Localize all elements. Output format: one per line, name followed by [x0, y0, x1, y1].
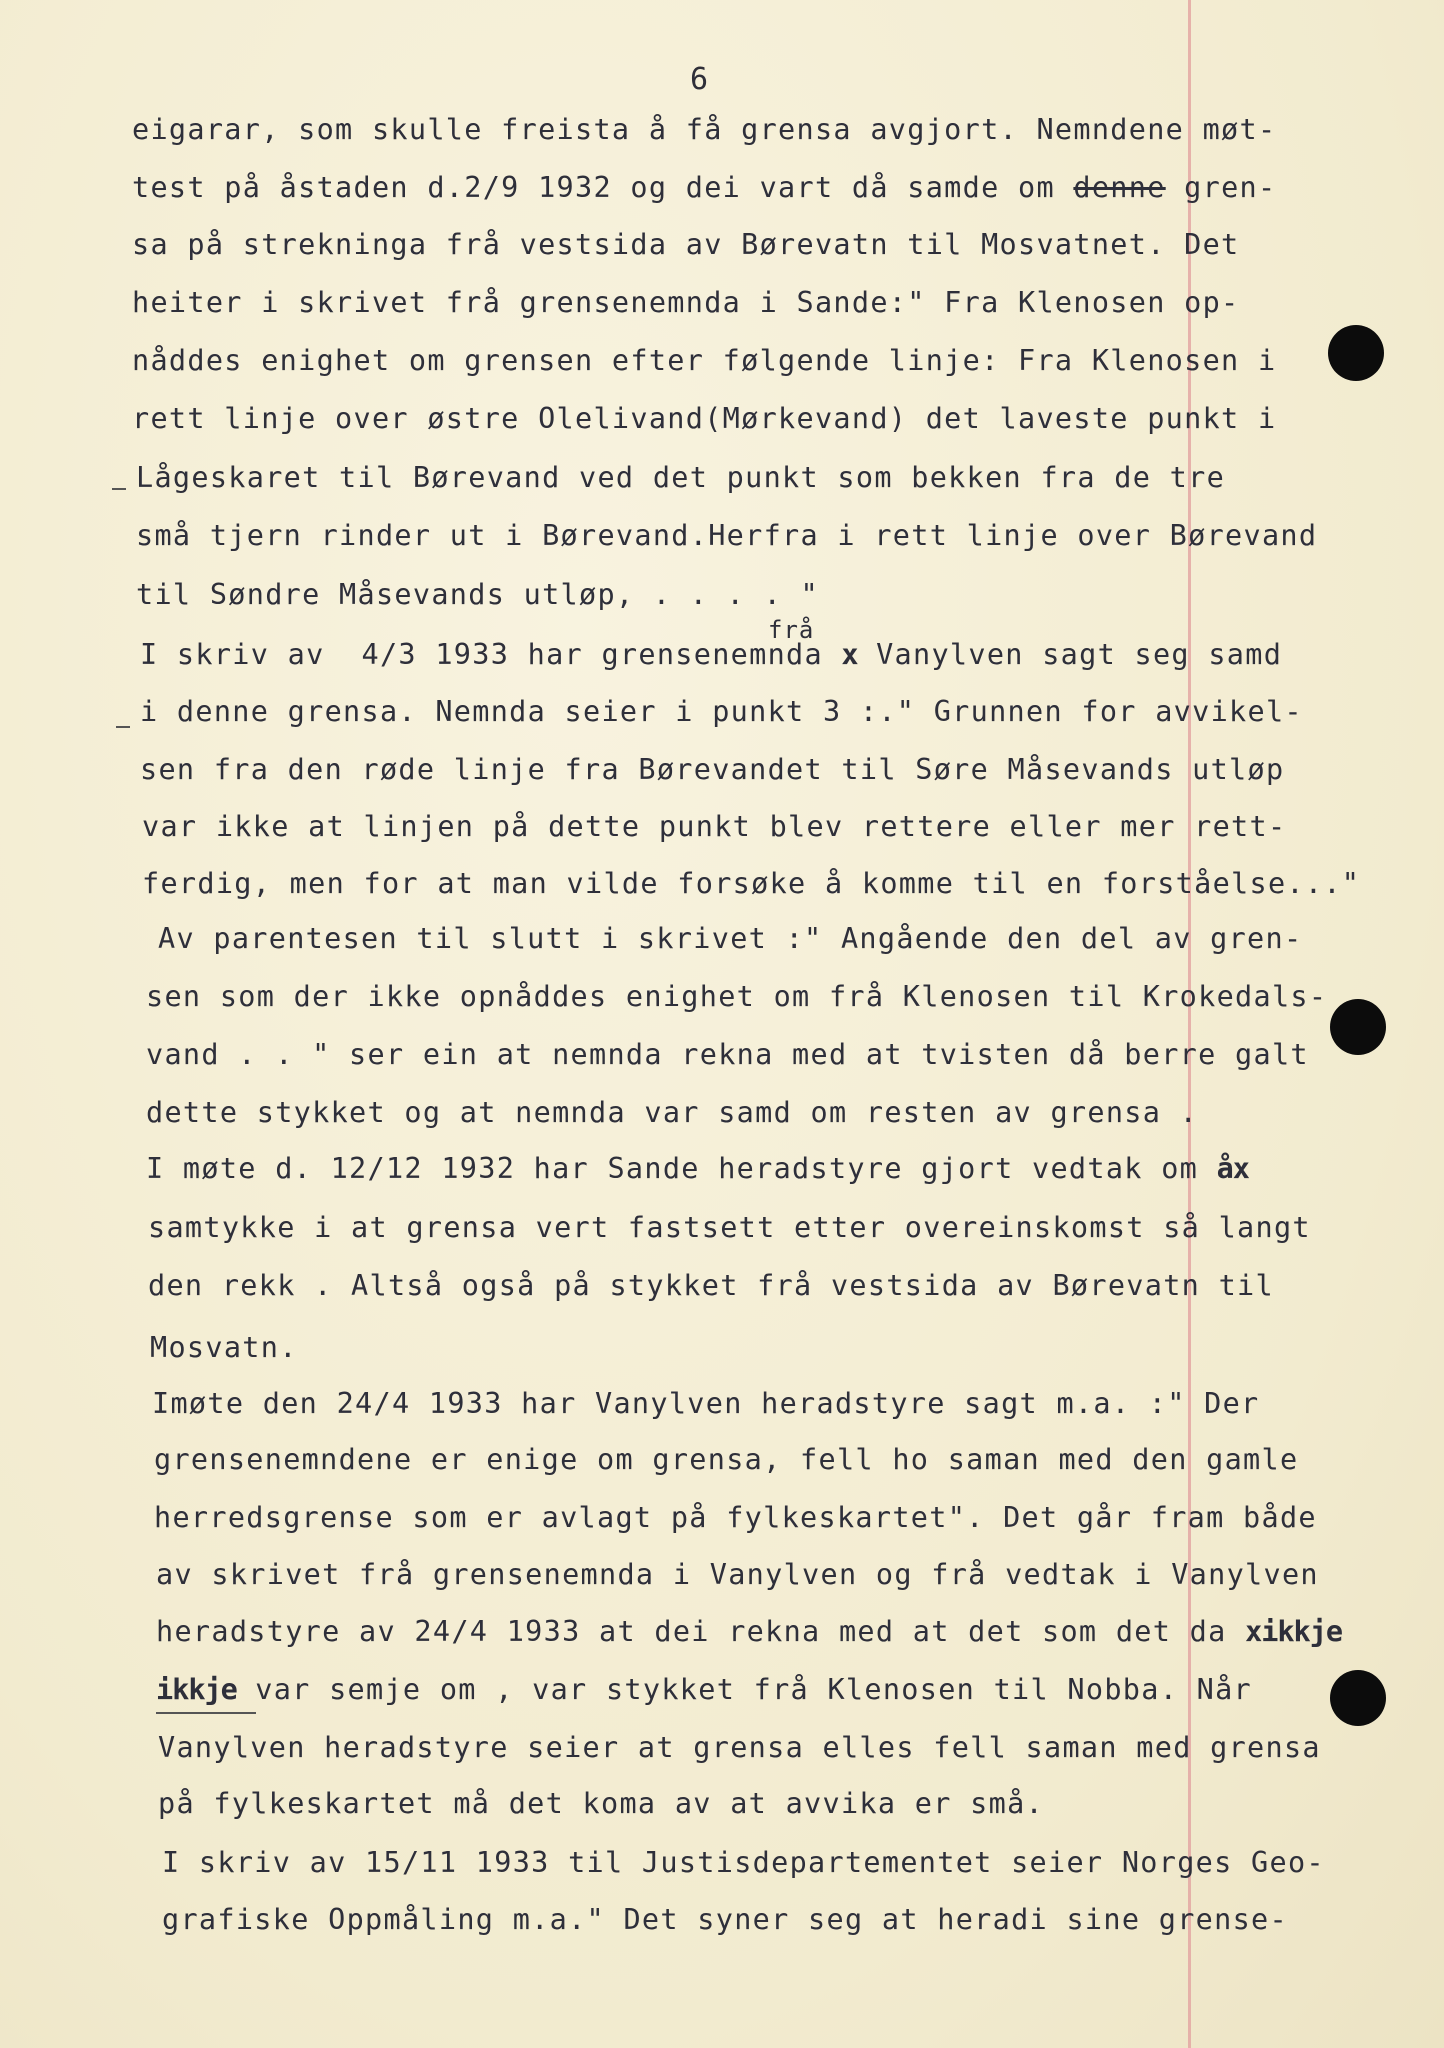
text-line: grafiske Oppmåling m.a." Det syner seg at heradi sine grense-	[162, 1903, 1288, 1936]
text-segment: test på åstaden d.2/9 1932 og dei vart då samde om	[132, 171, 1074, 204]
text-line: grensenemndene er enige om grensa, fell ho saman med den gamle	[154, 1443, 1299, 1476]
text-line: vand . . " ser ein at nemnda rekna med at tvisten då berre galt	[146, 1038, 1309, 1071]
text-line: dette stykket og at nemnda var samd om resten av grensa .	[146, 1096, 1199, 1129]
text-line: herredsgrense som er avlagt på fylkeskartet". Det går fram både	[154, 1501, 1317, 1534]
punch-hole	[1328, 325, 1384, 381]
text-segment: heradstyre av 24/4 1933 at dei rekna med at det som det da	[156, 1615, 1246, 1648]
text-line: sen som der ikke opnåddes enighet om frå Klenosen til Krokedals-	[146, 980, 1328, 1013]
text-line: Mosvatn.	[150, 1331, 298, 1364]
text-line: til Søndre Måsevands utløp, . . . . "	[136, 578, 819, 611]
text-line: heiter i skrivet frå grensenemnda i Sande:" Fra Klenosen op-	[132, 286, 1240, 319]
overstruck-word: åx	[1216, 1152, 1249, 1185]
text-line	[156, 1614, 1342, 1650]
text-line: eigarar, som skulle freista å få grensa avgjort. Nemndene møt-	[132, 113, 1277, 146]
text-segment: gren-	[1165, 171, 1277, 204]
text-line: Imøte den 24/4 1933 har Vanylven heradstyre sagt m.a. :" Der	[152, 1387, 1260, 1420]
text-line: var ikke at linjen på dette punkt blev rettere eller mer rett-	[142, 810, 1287, 843]
text-line	[140, 637, 1282, 673]
struck-word: denne	[1073, 171, 1166, 204]
text-line: I skriv av 15/11 1933 til Justisdepartementet seier Norges Geo-	[162, 1846, 1325, 1879]
text-line	[156, 1672, 1252, 1708]
text-line: små tjern rinder ut i Børevand.Herfra i rett linje over Børevand	[136, 519, 1318, 552]
text-line: i denne grensa. Nemnda seier i punkt 3 :." Grunnen for avvikel-	[140, 695, 1303, 728]
text-line: nåddes enighet om grensen efter følgende linje: Fra Klenosen i	[132, 344, 1277, 377]
text-line: den rekk . Altså også på stykket frå vestsida av Børevatn til	[148, 1269, 1274, 1302]
retyped-word: ikkje	[156, 1673, 237, 1706]
overstruck-letter: x	[841, 638, 858, 671]
text-line: av skrivet frå grensenemnda i Vanylven og frå vedtak i Vanylven	[156, 1558, 1319, 1591]
pencil-mark	[112, 488, 126, 490]
text-line: ferdig, men for at man vilde forsøke å komme til en forståelse..."	[142, 867, 1361, 900]
overstruck-word: xikkje	[1245, 1615, 1343, 1648]
pencil-mark	[116, 726, 130, 728]
inserted-word: frå	[768, 616, 815, 644]
text-line: samtykke i at grensa vert fastsett etter overeinskomst så langt	[148, 1211, 1311, 1244]
text-line	[132, 170, 1276, 206]
text-segment: I møte d. 12/12 1932 har Sande heradstyre gjort vedtak om	[146, 1152, 1217, 1185]
text-line: Lågeskaret til Børevand ved det punkt som bekken fra de tre	[136, 461, 1226, 494]
text-line: sen fra den røde linje fra Børevandet til Søre Måsevands utløp	[140, 753, 1285, 786]
pencil-underline	[156, 1712, 256, 1714]
text-segment: var semje om , var stykket frå Klenosen til Nobba. Når	[236, 1673, 1253, 1706]
punch-hole	[1330, 1670, 1386, 1726]
text-line: på fylkeskartet må det koma av at avvika er små.	[158, 1787, 1045, 1820]
text-line	[146, 1151, 1249, 1187]
text-line: sa på strekninga frå vestsida av Børevatn til Mosvatnet. Det	[132, 228, 1240, 261]
page-number: 6	[690, 62, 710, 97]
text-line: rett linje over østre Olelivand(Mørkevand) det laveste punkt i	[132, 402, 1277, 435]
text-line: Av parentesen til slutt i skrivet :" Angående den del av gren-	[158, 922, 1303, 955]
punch-hole	[1330, 999, 1386, 1055]
text-line: Vanylven heradstyre seier at grensa elles fell saman med grensa	[158, 1731, 1321, 1764]
text-segment: I skriv av 4/3 1933 har grensenemnda	[140, 638, 842, 671]
text-segment: Vanylven sagt seg samd	[876, 638, 1283, 671]
